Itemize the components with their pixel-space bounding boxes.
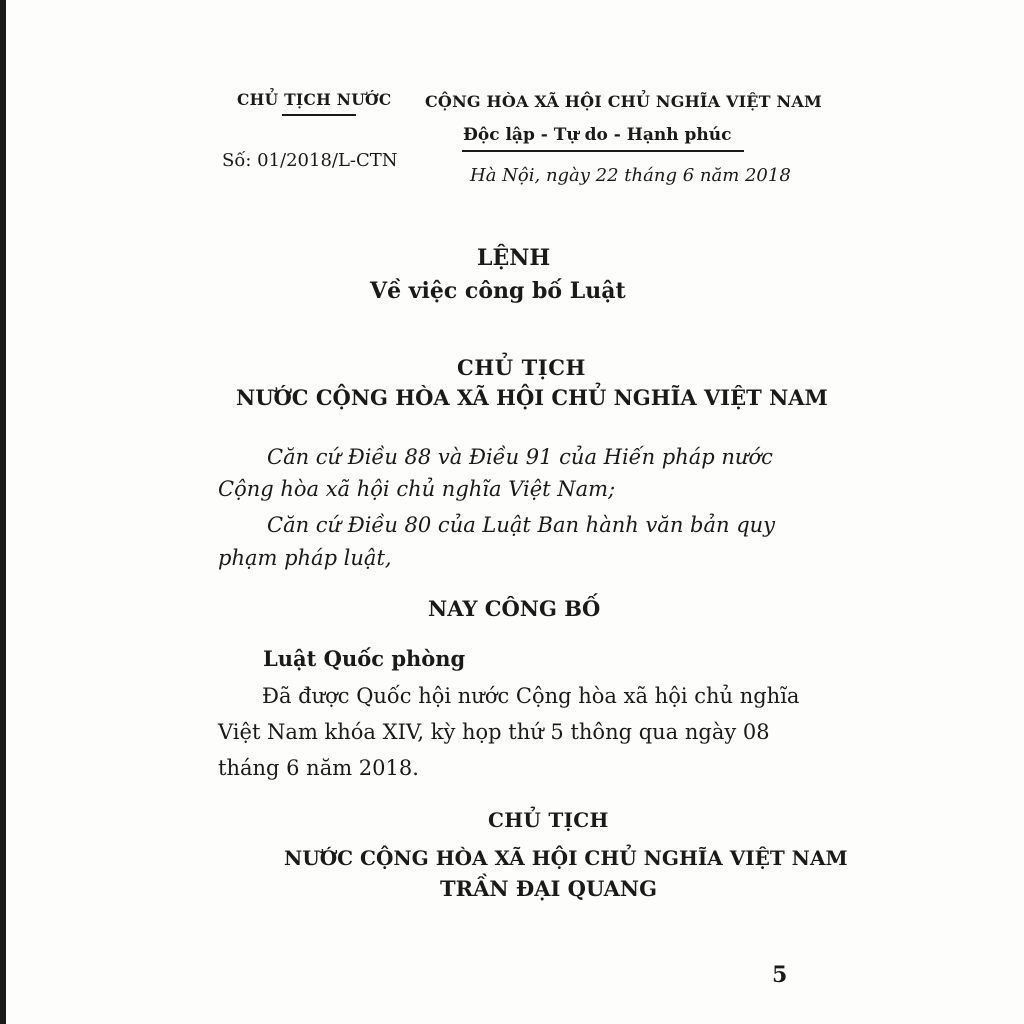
- issuer-short-heading: CHỦ TỊCH NƯỚC: [237, 90, 392, 109]
- document-number: Số: 01/2018/L-CTN: [222, 150, 398, 171]
- document-subtitle: Về việc công bố Luật: [370, 278, 626, 304]
- signatory-name: TRẦN ĐẠI QUANG: [440, 876, 658, 901]
- signature-country: NƯỚC CỘNG HÒA XÃ HỘI CHỦ NGHĨA VIỆT NAM: [284, 846, 848, 870]
- document-title: LỆNH: [477, 245, 551, 271]
- signature-title: CHỦ TỊCH: [488, 808, 609, 832]
- proclamation-heading: NAY CÔNG BỐ: [428, 596, 601, 621]
- passage-line3: tháng 6 năm 2018.: [218, 756, 419, 780]
- country-name-heading: CỘNG HÒA XÃ HỘI CHỦ NGHĨA VIỆT NAM: [425, 92, 822, 111]
- issuer-title: CHỦ TỊCH: [457, 355, 586, 380]
- motto-underline: [462, 150, 744, 152]
- place-and-date: Hà Nội, ngày 22 tháng 6 năm 2018: [470, 165, 791, 186]
- passage-line2: Việt Nam khóa XIV, kỳ họp thứ 5 thông qua ngày 08: [218, 720, 770, 744]
- national-motto: Độc lập - Tự do - Hạnh phúc: [463, 125, 732, 145]
- document-page: [6, 0, 1024, 1024]
- legal-basis-1-line1: Căn cứ Điều 88 và Điều 91 của Hiến pháp nước: [267, 445, 773, 469]
- legal-basis-2-line1: Căn cứ Điều 80 của Luật Ban hành văn bản quy: [267, 513, 776, 537]
- issuer-underline: [282, 114, 356, 116]
- passage-line1: Đã được Quốc hội nước Cộng hòa xã hội chủ nghĩa: [262, 684, 800, 708]
- law-name: Luật Quốc phòng: [263, 646, 466, 671]
- legal-basis-2-line2: phạm pháp luật,: [218, 546, 392, 570]
- page-number: 5: [772, 962, 788, 988]
- issuer-country: NƯỚC CỘNG HÒA XÃ HỘI CHỦ NGHĨA VIỆT NAM: [236, 385, 828, 410]
- legal-basis-1-line2: Cộng hòa xã hội chủ nghĩa Việt Nam;: [218, 477, 616, 501]
